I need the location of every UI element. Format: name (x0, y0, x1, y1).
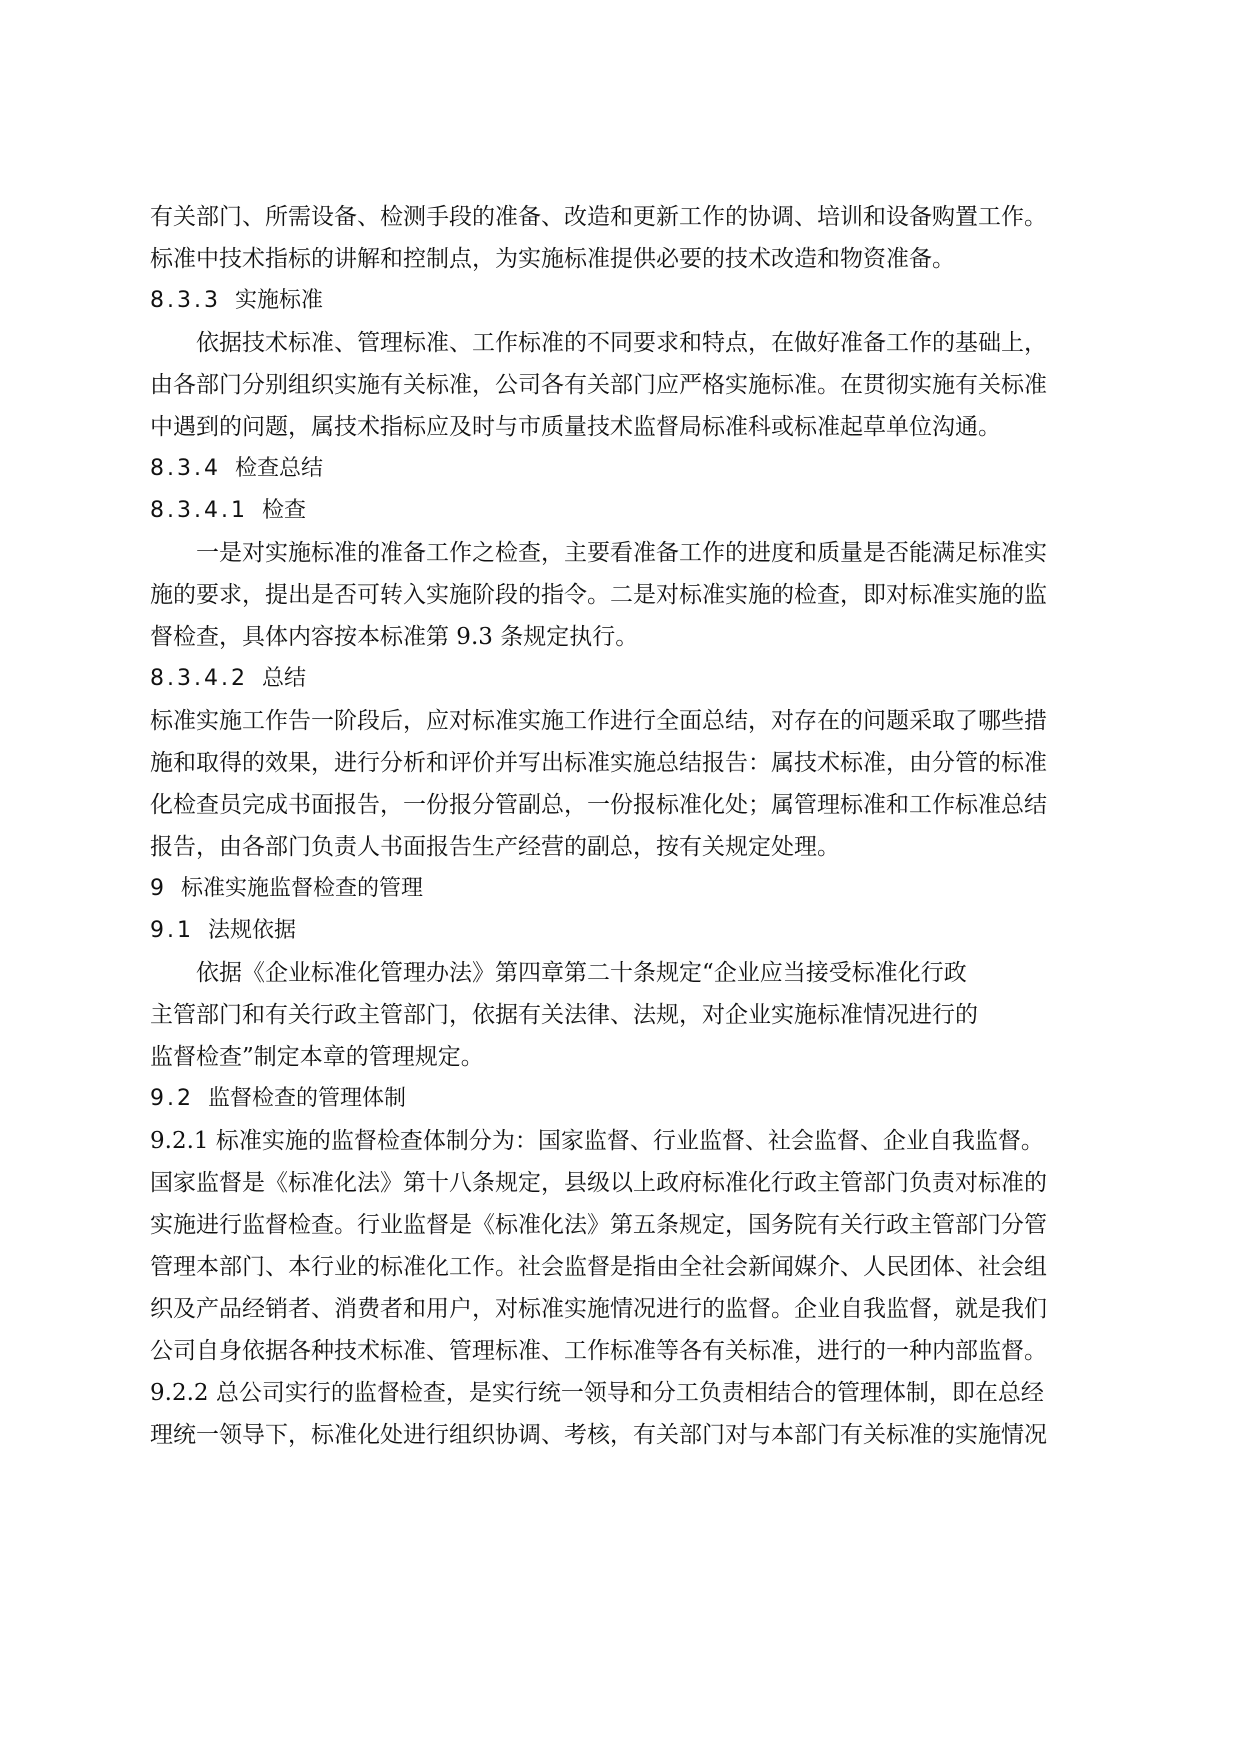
section-number: 9.2 (150, 1086, 194, 1111)
section-title: 检查总结 (234, 456, 323, 481)
section-number: 9.1 (150, 918, 194, 943)
paragraph-line: 织及产品经销者、消费者和用户，对标准实施情况进行的监督。企业自我监督，就是我们 (150, 1296, 1047, 1322)
paragraph-line: 主管部门和有关行政主管部门，依据有关法律、法规，对企业实施标准情况进行的 (150, 1002, 978, 1028)
paragraph-line: 报告，由各部门负责人书面报告生产经营的副总，按有关规定处理。 (150, 834, 840, 860)
paragraph-line: 监督检查”制定本章的管理规定。 (150, 1044, 484, 1070)
section-title: 标准实施监督检查的管理 (181, 876, 424, 901)
paragraph-line: 一是对实施标准的准备工作之检查，主要看准备工作的进度和质量是否能满足标准实 (196, 540, 1047, 566)
paragraph-line: 公司自身依据各种技术标准、管理标准、工作标准等各有关标准，进行的一种内部监督。 (150, 1338, 1047, 1364)
section-title: 检查 (261, 498, 306, 523)
paragraph-line: 管理本部门、本行业的标准化工作。社会监督是指由全社会新闻媒介、人民团体、社会组 (150, 1254, 1047, 1280)
section-heading-8-3-4-2 (150, 658, 1110, 700)
paragraph-line: 标准中技术指标的讲解和控制点，为实施标准提供必要的技术改造和物资准备。 (150, 246, 955, 272)
section-heading-8-3-3 (150, 280, 1110, 322)
paragraph-line: 标准实施工作告一阶段后，应对标准实施工作进行全面总结，对存在的问题采取了哪些措 (150, 708, 1047, 734)
section-number: 9 (150, 876, 167, 901)
paragraph-line: 实施进行监督检查。行业监督是《标准化法》第五条规定，国务院有关行政主管部门分管 (150, 1212, 1047, 1238)
section-title: 总结 (261, 666, 306, 691)
document-body (150, 196, 1110, 1456)
paragraph-line: 依据《企业标准化管理办法》第四章第二十条规定“企业应当接受标准化行政 (196, 960, 967, 986)
paragraph-line: 国家监督是《标准化法》第十八条规定，县级以上政府标准化行政主管部门负责对标准的 (150, 1170, 1047, 1196)
paragraph-line: 9.2.2 总公司实行的监督检查，是实行统一领导和分工负责相结合的管理体制，即在总经 (150, 1380, 1044, 1406)
section-number: 8.3.3 (150, 288, 221, 313)
section-number: 8.3.4.2 (150, 666, 248, 691)
section-title: 法规依据 (208, 918, 297, 943)
paragraph-line: 督检查，具体内容按本标准第 9.3 条规定执行。 (150, 624, 639, 650)
section-title: 实施标准 (234, 288, 323, 313)
section-heading-9-1 (150, 910, 1110, 952)
section-heading-8-3-4 (150, 448, 1110, 490)
paragraph-line: 由各部门分别组织实施有关标准，公司各有关部门应严格实施标准。在贯彻实施有关标准 (150, 372, 1047, 398)
section-number: 8.3.4 (150, 456, 221, 481)
section-heading-8-3-4-1 (150, 490, 1110, 532)
paragraph-line: 施和取得的效果，进行分析和评价并写出标准实施总结报告：属技术标准，由分管的标准 (150, 750, 1047, 776)
paragraph-line: 施的要求，提出是否可转入实施阶段的指令。二是对标准实施的检查，即对标准实施的监 (150, 582, 1047, 608)
paragraph-line: 理统一领导下，标准化处进行组织协调、考核，有关部门对与本部门有关标准的实施情况 (150, 1422, 1047, 1448)
section-title: 监督检查的管理体制 (208, 1086, 407, 1111)
section-heading-9 (150, 868, 1110, 910)
section-heading-9-2 (150, 1078, 1110, 1120)
section-number: 8.3.4.1 (150, 498, 248, 523)
paragraph-line: 有关部门、所需设备、检测手段的准备、改造和更新工作的协调、培训和设备购置工作。 (150, 204, 1047, 230)
paragraph-line: 化检查员完成书面报告，一份报分管副总，一份报标准化处；属管理标准和工作标准总结 (150, 792, 1047, 818)
paragraph-line: 依据技术标准、管理标准、工作标准的不同要求和特点，在做好准备工作的基础上， (196, 330, 1047, 356)
paragraph-line: 中遇到的问题，属技术指标应及时与市质量技术监督局标准科或标准起草单位沟通。 (150, 414, 1001, 440)
paragraph-line: 9.2.1 标准实施的监督检查体制分为：国家监督、行业监督、社会监督、企业自我监督。 (150, 1128, 1044, 1154)
